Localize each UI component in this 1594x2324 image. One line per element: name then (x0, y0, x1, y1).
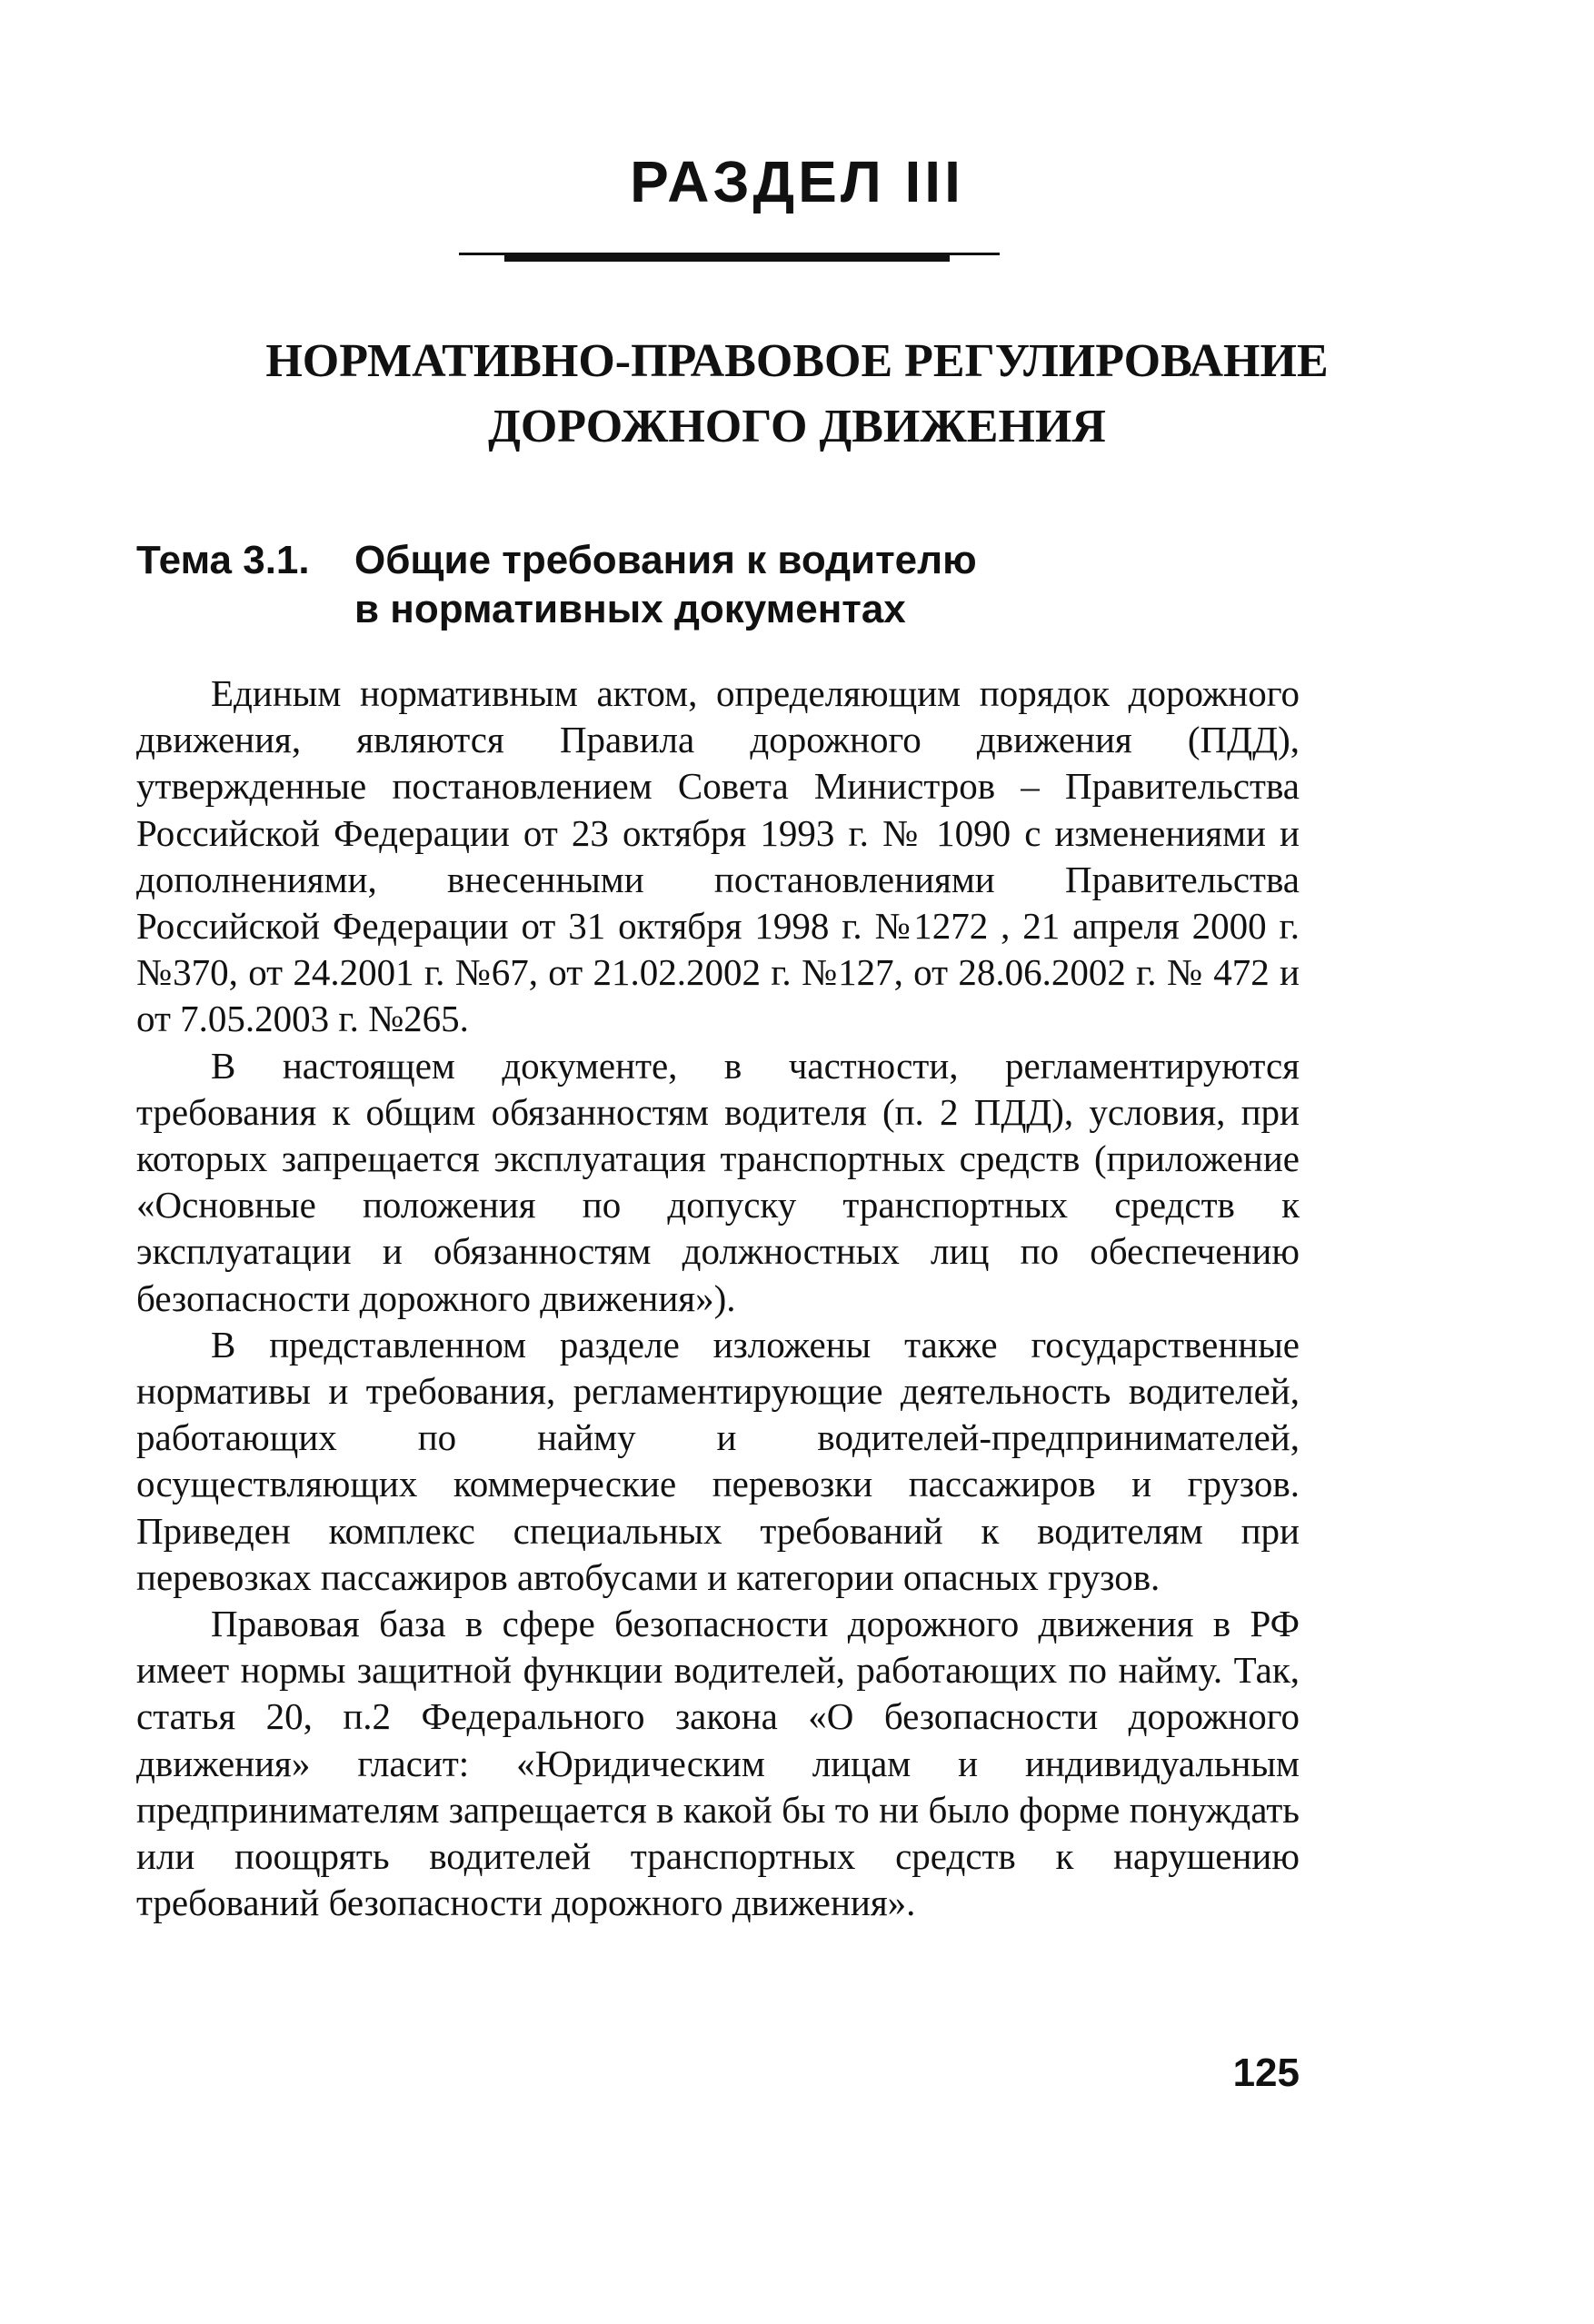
topic-title-line-1: Общие требования к водителю (354, 538, 977, 582)
topic-title-line-2: в нормативных документах (354, 587, 906, 631)
paragraph: В представленном разделе изложены также государственные нормативы и требования, регламентирующие деятельность водителей, работающих по найму и водителей-предпринимателей, осуществляющих коммерческие перевозки пассажиров и грузов. Приведен комплекс специальных требований к водителям при перевозках пассажиров автобусами и категории опасных грузов. (136, 1323, 1300, 1598)
topic-title (354, 536, 1309, 634)
paragraph: Единым нормативным актом, определяющим порядок дорожного движения, являются Правила дорожного движения (ПДД), утвержденные постановлением Совета Министров – Правительства Российской Федерации от 23 октября 1993 г. № 1090 с изменениями и дополнениями, внесенными постановлениями Правительства Российской Федерации от 31 октября 1998 г. №1272 , 21 апреля 2000 г. №370, от 24.2001 г. №67, от 21.02.2002 г. №127, от 28.06.2002 г. № 472 и от 7.05.2003 г. №265. (136, 672, 1300, 1040)
chapter-title-line-2: ДОРОЖНОГО ДВИЖЕНИЯ (488, 401, 1106, 452)
chapter-title-line-1: НОРМАТИВНО-ПРАВОВОЕ РЕГУЛИРОВАНИЕ (265, 335, 1329, 387)
chapter-title (0, 329, 1594, 460)
section-divider (459, 249, 1000, 262)
topic-number: Тема 3.1. (136, 538, 310, 582)
section-heading: РАЗДЕЛ III (630, 149, 964, 214)
divider-thick-line (504, 253, 950, 262)
body-text (136, 670, 1300, 1926)
paragraph: В настоящем документе, в частности, регламентируются требования к общим обязанностям водителя (п. 2 ПДД), условия, при которых запрещается эксплуатация транспортных средств (приложение «Основные положения по допуску транспортных средств к эксплуатации и обязанностям должностных лиц по обеспечению безопасности дорожного движения»). (136, 1044, 1300, 1319)
topic-heading (136, 536, 1318, 634)
page-number: 125 (1232, 2051, 1300, 2095)
paragraph: Правовая база в сфере безопасности дорожного движения в РФ имеет нормы защитной функции водителей, работающих по найму. Так, статья 20, п.2 Федерального закона «О безопасности дорожного движения» гласит: «Юридическим лицам и индивидуальным предпринимателям запрещается в какой бы то ни было форме понуждать или поощрять водителей транспортных средств к нарушению требований безопасности дорожного движения». (136, 1603, 1300, 1924)
